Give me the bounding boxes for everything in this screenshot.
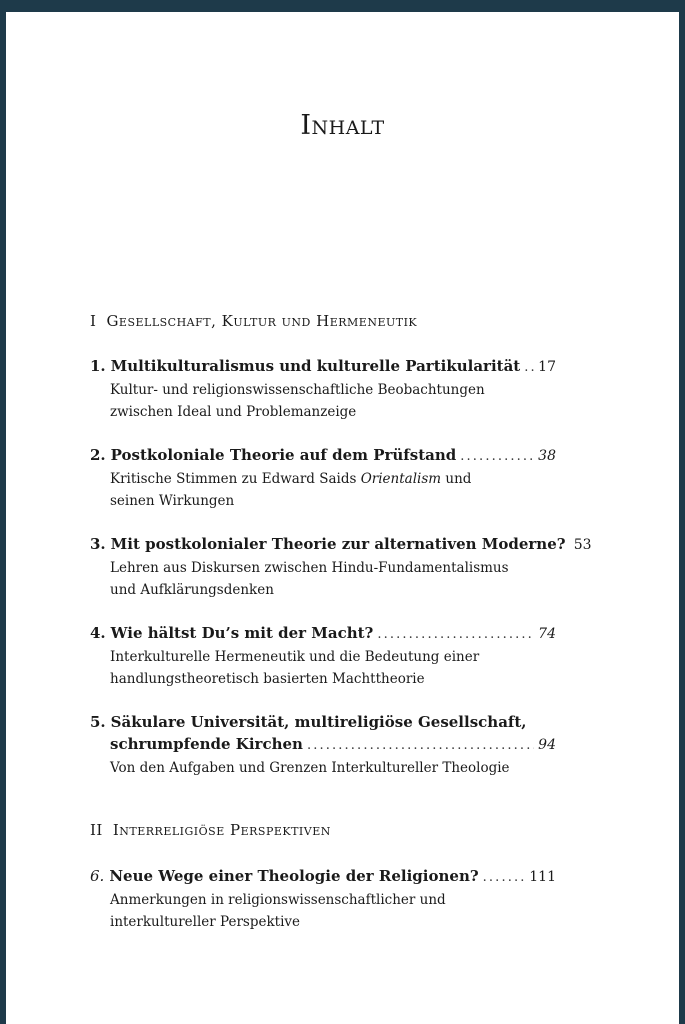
part-label: Gesellschaft, Kultur und Hermeneutik	[106, 312, 418, 330]
entry-subtitle: und Aufklärungsdenken	[110, 582, 274, 598]
entry-subtitle	[90, 468, 556, 490]
entry-title: Postkoloniale Theorie auf dem Prüfstand	[110, 446, 457, 464]
entry-subtitle: Anmerkungen in religionswissenschaftlicher und	[110, 892, 446, 908]
leader-dots	[460, 446, 534, 468]
toc-entry-3[interactable]	[90, 533, 592, 601]
entry-title: Wie hältst Du’s mit der Macht?	[110, 624, 374, 642]
entry-title-continued: schrumpfende Kirchen	[110, 735, 303, 753]
entry-number: 1.	[90, 357, 106, 375]
entry-subtitle: Lehren aus Diskursen zwischen Hindu-Fundamentalismus	[110, 560, 509, 576]
toc-entry-2[interactable]	[90, 444, 556, 512]
page-number: 38	[538, 448, 556, 464]
entry-number: 4.	[90, 624, 106, 642]
entry-subtitle: zwischen Ideal und Problemanzeige	[110, 404, 357, 420]
entry-subtitle: Von den Aufgaben und Grenzen Interkultureller Theologie	[110, 760, 510, 776]
entry-title: Mit postkolonialer Theorie zur alternativen Moderne?	[110, 535, 566, 553]
entry-subtitle: Interkulturelle Hermeneutik und die Bedeutung einer	[110, 649, 480, 665]
entry-number: 5.	[90, 713, 106, 731]
page-number: 94	[538, 737, 556, 753]
entry-number: 3.	[90, 535, 106, 553]
entry-subtitle: seinen Wirkungen	[110, 493, 235, 509]
page-number: 111	[529, 869, 556, 885]
leader-dots	[483, 867, 526, 889]
entry-title: Neue Wege einer Theologie der Religionen?	[109, 867, 479, 885]
page-number: 53	[573, 537, 592, 553]
part-number: II	[90, 821, 103, 839]
part-number: I	[90, 312, 97, 330]
toc-entry-4[interactable]	[90, 622, 556, 690]
page-number: 17	[538, 359, 556, 375]
page-number: 74	[538, 626, 556, 642]
subtitle-text: Kritische Stimmen zu Edward Saids	[110, 471, 361, 487]
entry-title: Säkulare Universität, multireligiöse Gesellschaft,	[110, 713, 527, 731]
entry-subtitle: interkultureller Perspektive	[110, 914, 301, 930]
leader-dots	[377, 624, 534, 646]
part-heading-1	[90, 312, 417, 330]
entry-title: Multikulturalismus und kulturelle Partikularität	[110, 357, 521, 375]
toc-entry-6[interactable]	[90, 865, 556, 933]
toc-entry-1[interactable]	[90, 355, 556, 423]
book-page	[6, 12, 679, 1024]
part-label: Interreligiöse Perspektiven	[112, 821, 331, 839]
leader-dots	[524, 357, 534, 379]
subtitle-text: und	[441, 471, 472, 487]
subtitle-italic-title: Orientalism	[360, 471, 442, 487]
page-title: Inhalt	[300, 110, 385, 141]
entry-number: 2.	[90, 446, 106, 464]
entry-subtitle: Kultur- und religionswissenschaftliche Beobachtungen	[110, 382, 485, 398]
part-heading-2	[90, 821, 331, 839]
entry-number: 6.	[90, 867, 105, 885]
toc-entry-5[interactable]	[90, 711, 556, 779]
entry-subtitle: handlungstheoretisch basierten Machttheorie	[110, 671, 425, 687]
leader-dots	[307, 735, 534, 757]
